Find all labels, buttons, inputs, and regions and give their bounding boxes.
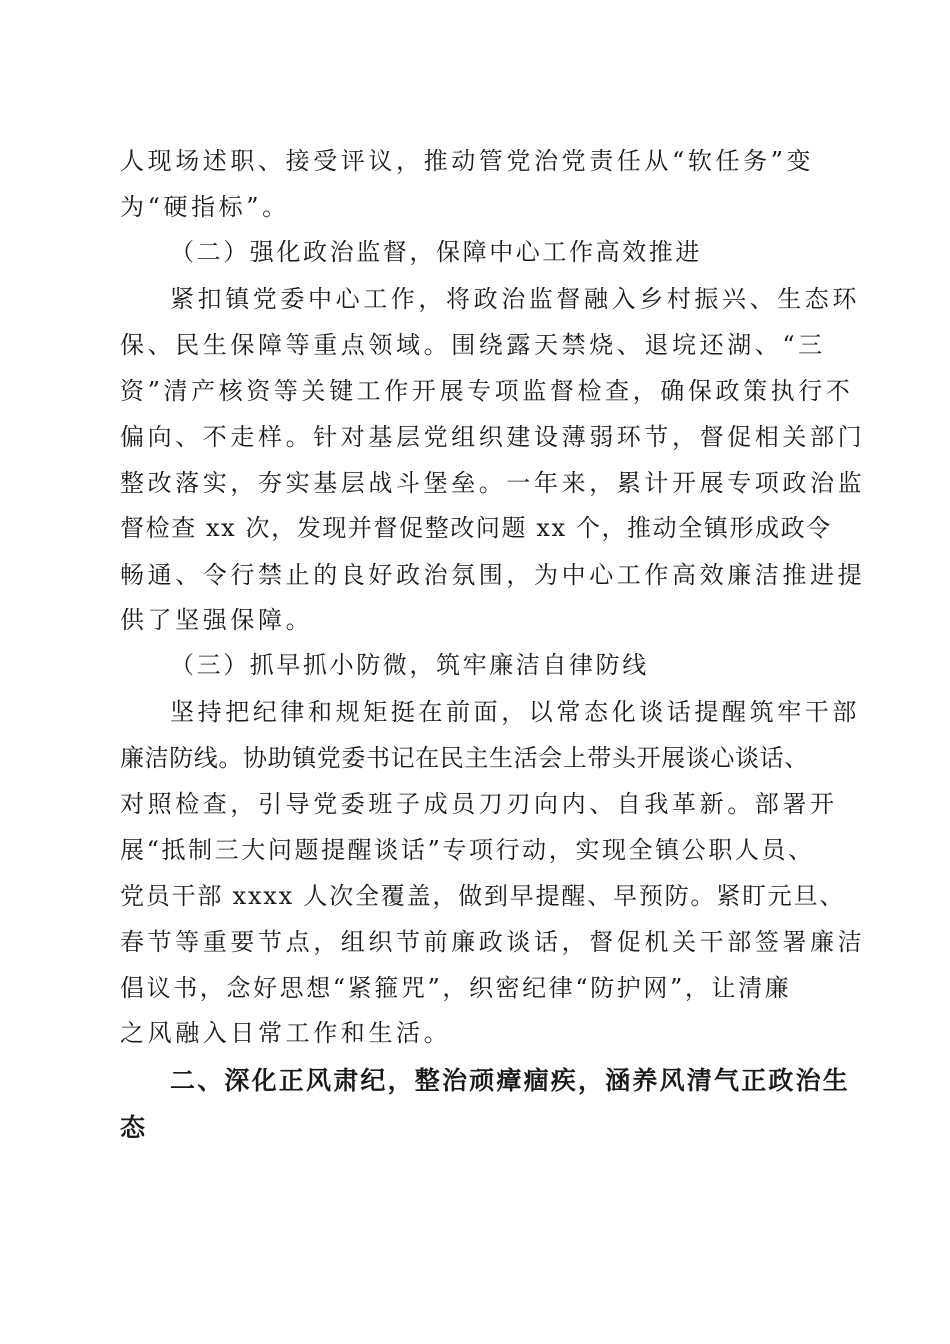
paragraph-line: 倡议书，念好思想“紧箍咒”，织密纪律“防护网”，让清廉	[120, 974, 792, 1002]
paragraph-line: 保、民生保障等重点领域。围绕露天禁烧、退垸还湖、“三	[120, 331, 826, 359]
paragraph-line: 展“抵制三大问题提醒谈话”专项行动，实现全镇公职人员、	[120, 836, 815, 864]
paragraph-line: 廉洁防线。协助镇党委书记在民主生活会上带头开展谈心谈话、	[120, 744, 809, 772]
paragraph-line: 春节等重要节点，组织节前廉政谈话，督促机关干部签署廉洁	[120, 928, 866, 956]
paragraph-line: 畅通、令行禁止的良好政治氛围，为中心工作高效廉洁推进提	[120, 561, 866, 589]
paragraph-line: 坚持把纪律和规矩挺在前面，以常态化谈话提醒筑牢干部	[170, 698, 860, 726]
section-heading: （三）抓早抓小防微，筑牢廉洁自律防线	[170, 651, 649, 679]
paragraph-line: 督检查 xx 次，发现并督促整改问题 xx 个，推动全镇形成政令	[120, 514, 832, 542]
paragraph-line: 对照检查，引导党委班子成员刀刃向内、自我革新。部署开	[120, 790, 838, 818]
chapter-heading-continuation: 态	[120, 1113, 149, 1142]
paragraph-line: 供了坚强保障。	[120, 606, 314, 634]
paragraph-line: 整改落实，夯实基层战斗堡垒。一年来，累计开展专项政治监	[120, 469, 866, 497]
section-heading: （二）强化政治监督，保障中心工作高效推进	[170, 238, 702, 266]
paragraph-line: 资”清产核资等关键工作开展专项监督检查，确保政策执行不	[120, 377, 854, 405]
paragraph-line: 偏向、不走样。针对基层党组织建设薄弱环节，督促相关部门	[120, 423, 866, 451]
chapter-heading: 二、深化正风肃纪，整治顽瘴痼疾，涵养风清气正政治生	[170, 1066, 851, 1095]
paragraph-line: 党员干部 xxxx 人次全覆盖，做到早提醒、早预防。紧盯元旦、	[120, 882, 846, 910]
paragraph-line: 紧扣镇党委中心工作，将政治监督融入乡村振兴、生态环	[170, 285, 860, 313]
paragraph-line: 之风融入日常工作和生活。	[120, 1019, 452, 1047]
paragraph-line: 人现场述职、接受评议，推动管党治党责任从“软任务”变	[120, 147, 815, 175]
paragraph-line: 为“硬指标”。	[120, 193, 290, 221]
